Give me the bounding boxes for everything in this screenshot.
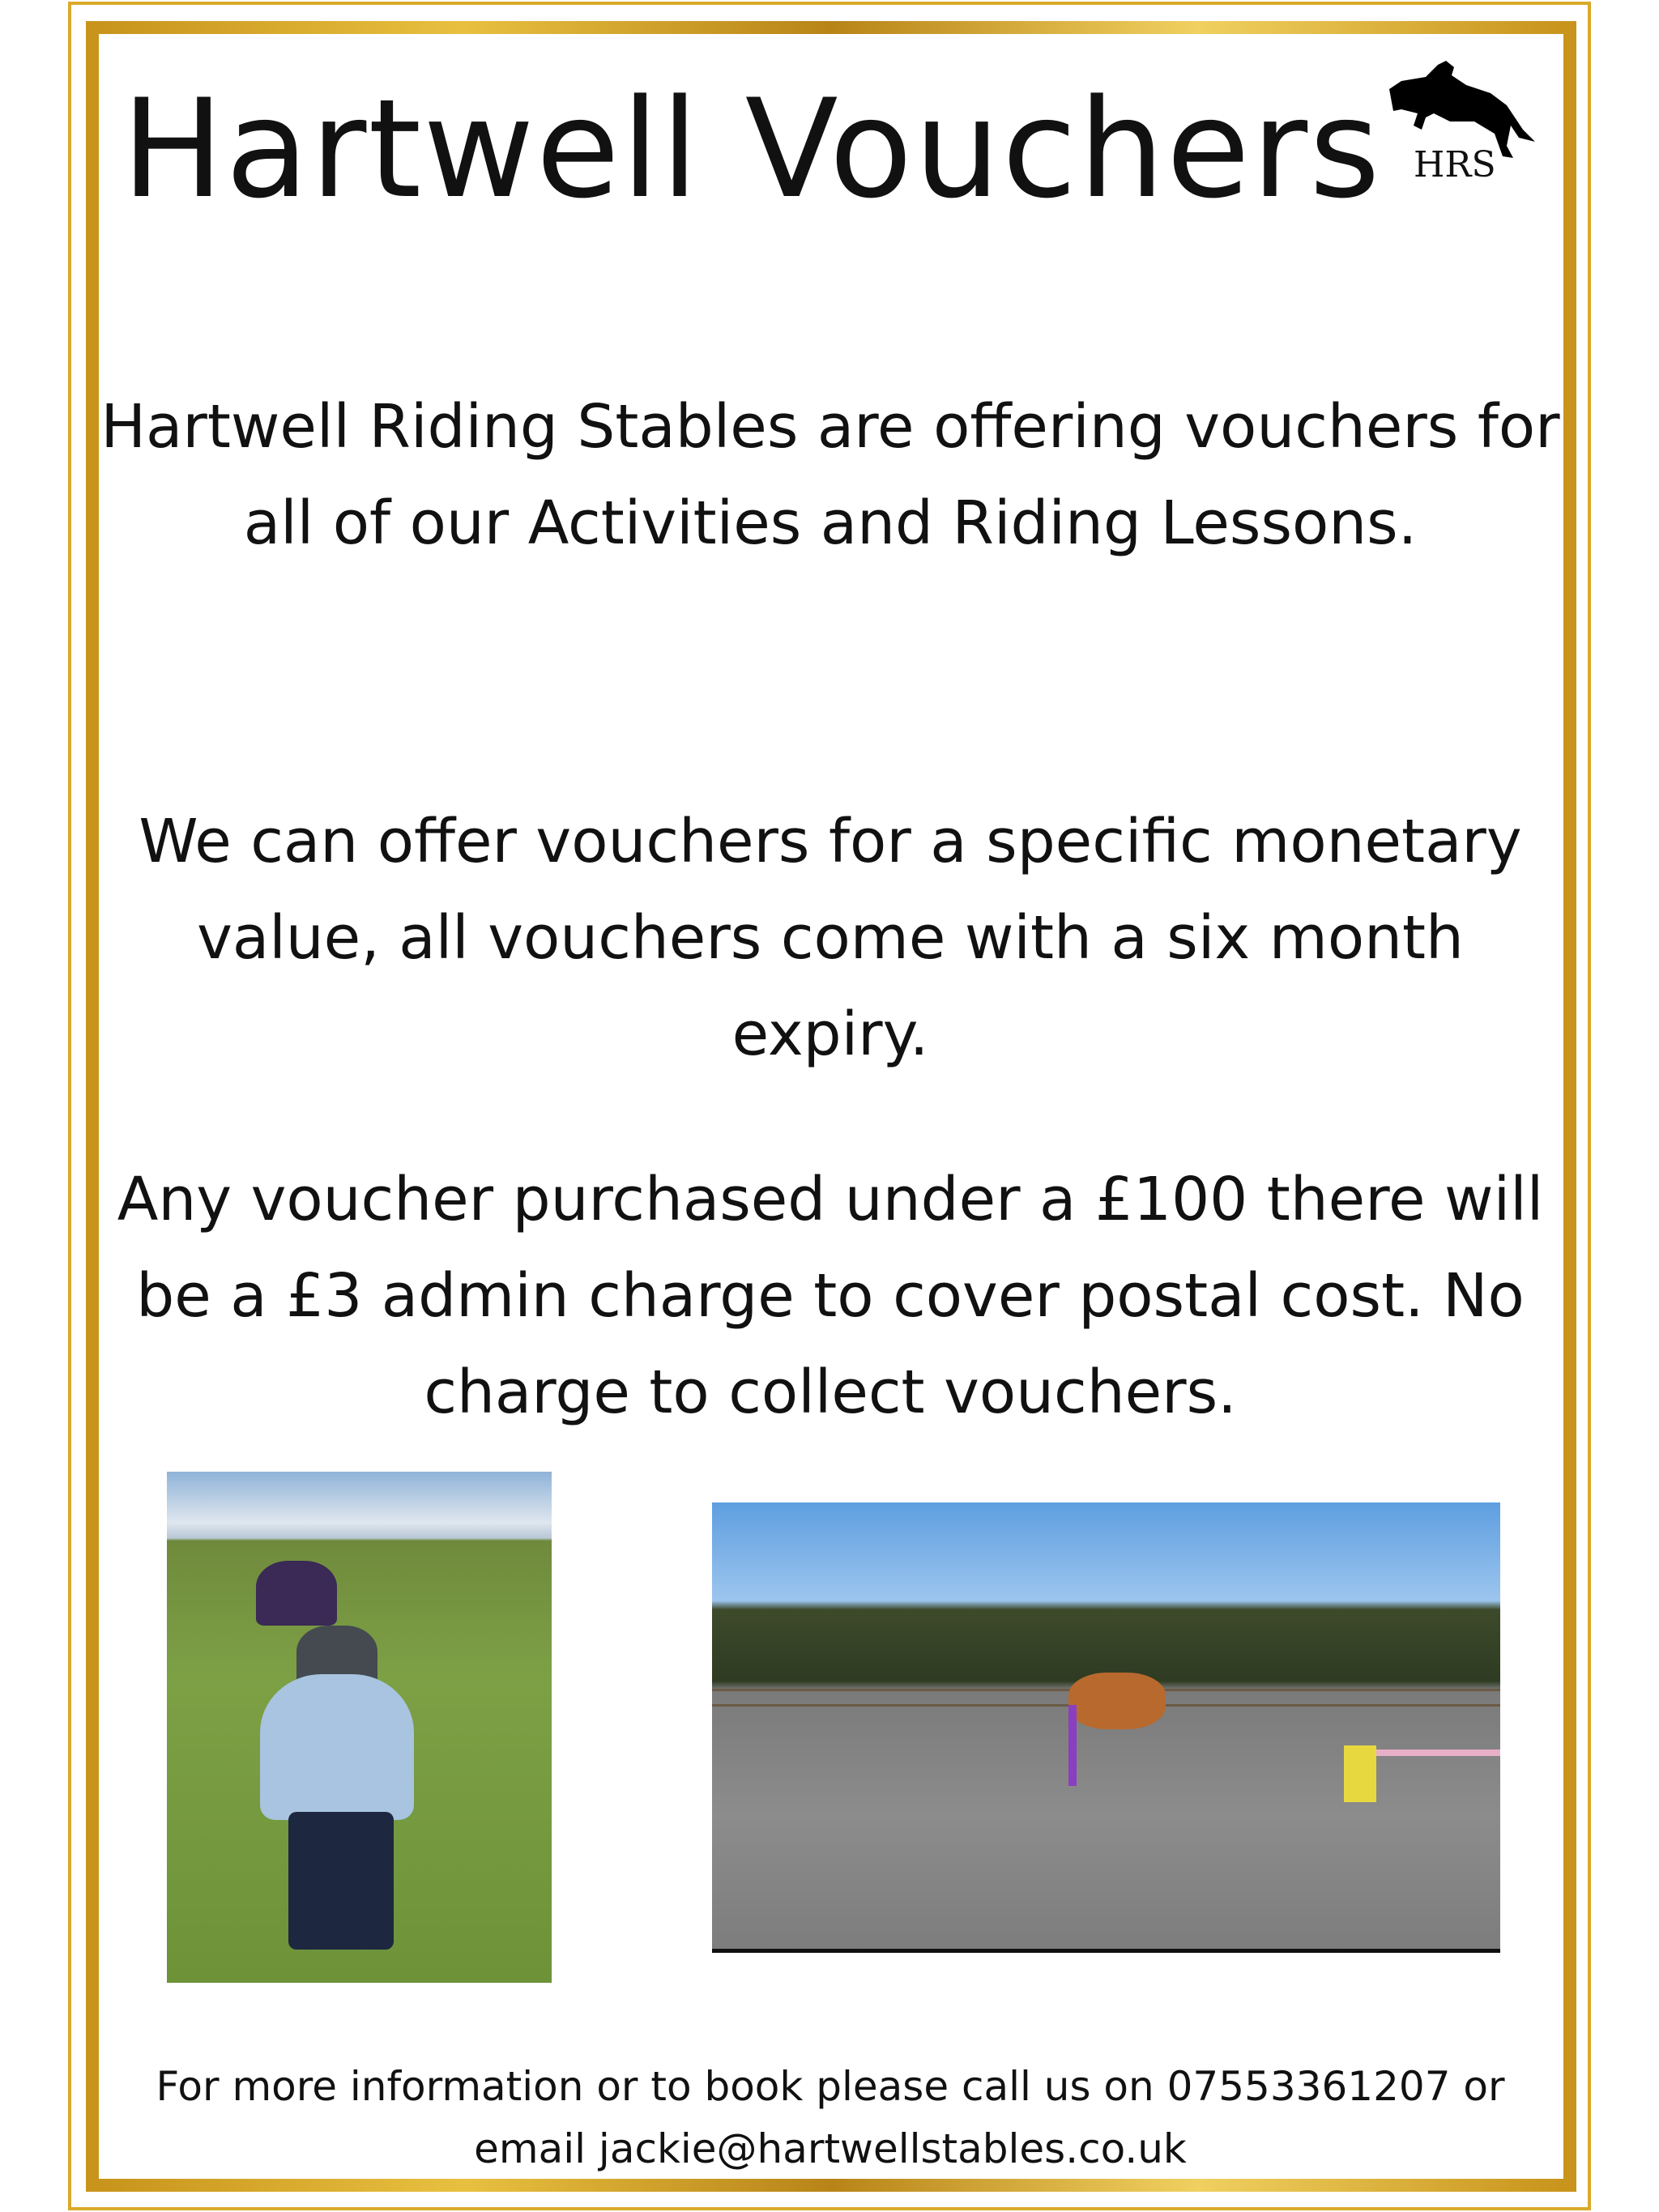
show-jumping-photo (712, 1502, 1500, 1953)
jump-wing (1344, 1745, 1376, 1802)
sweater-shape (260, 1674, 414, 1820)
intro-paragraph: Hartwell Riding Stables are offering vouchers for all of our Activities and Riding Lessons. (100, 392, 1560, 558)
children-photo (167, 1472, 552, 1983)
jump-pole (1376, 1750, 1500, 1756)
page-title: Hartwell Vouchers (122, 70, 1382, 228)
logo-text: HRS (1414, 144, 1496, 185)
legs-shape (288, 1812, 394, 1950)
helmet-shape (256, 1561, 337, 1626)
horse-shape (1068, 1673, 1166, 1729)
contact-footer (89, 2056, 1572, 2180)
contact-phone-line: For more information or to book please call us on 07553361207 or (156, 2063, 1505, 2110)
admin-charge-paragraph: Any voucher purchased under a £100 there will be a £3 admin charge to cover postal cost. No charge to collect vouchers. (117, 1165, 1544, 1427)
expiry-paragraph: We can offer vouchers for a specific monetary value, all vouchers come with a six month expiry. (139, 807, 1522, 1069)
jump-pole (1068, 1705, 1077, 1786)
contact-email-line[interactable]: email jackie@hartwellstables.co.uk (474, 2125, 1187, 2172)
